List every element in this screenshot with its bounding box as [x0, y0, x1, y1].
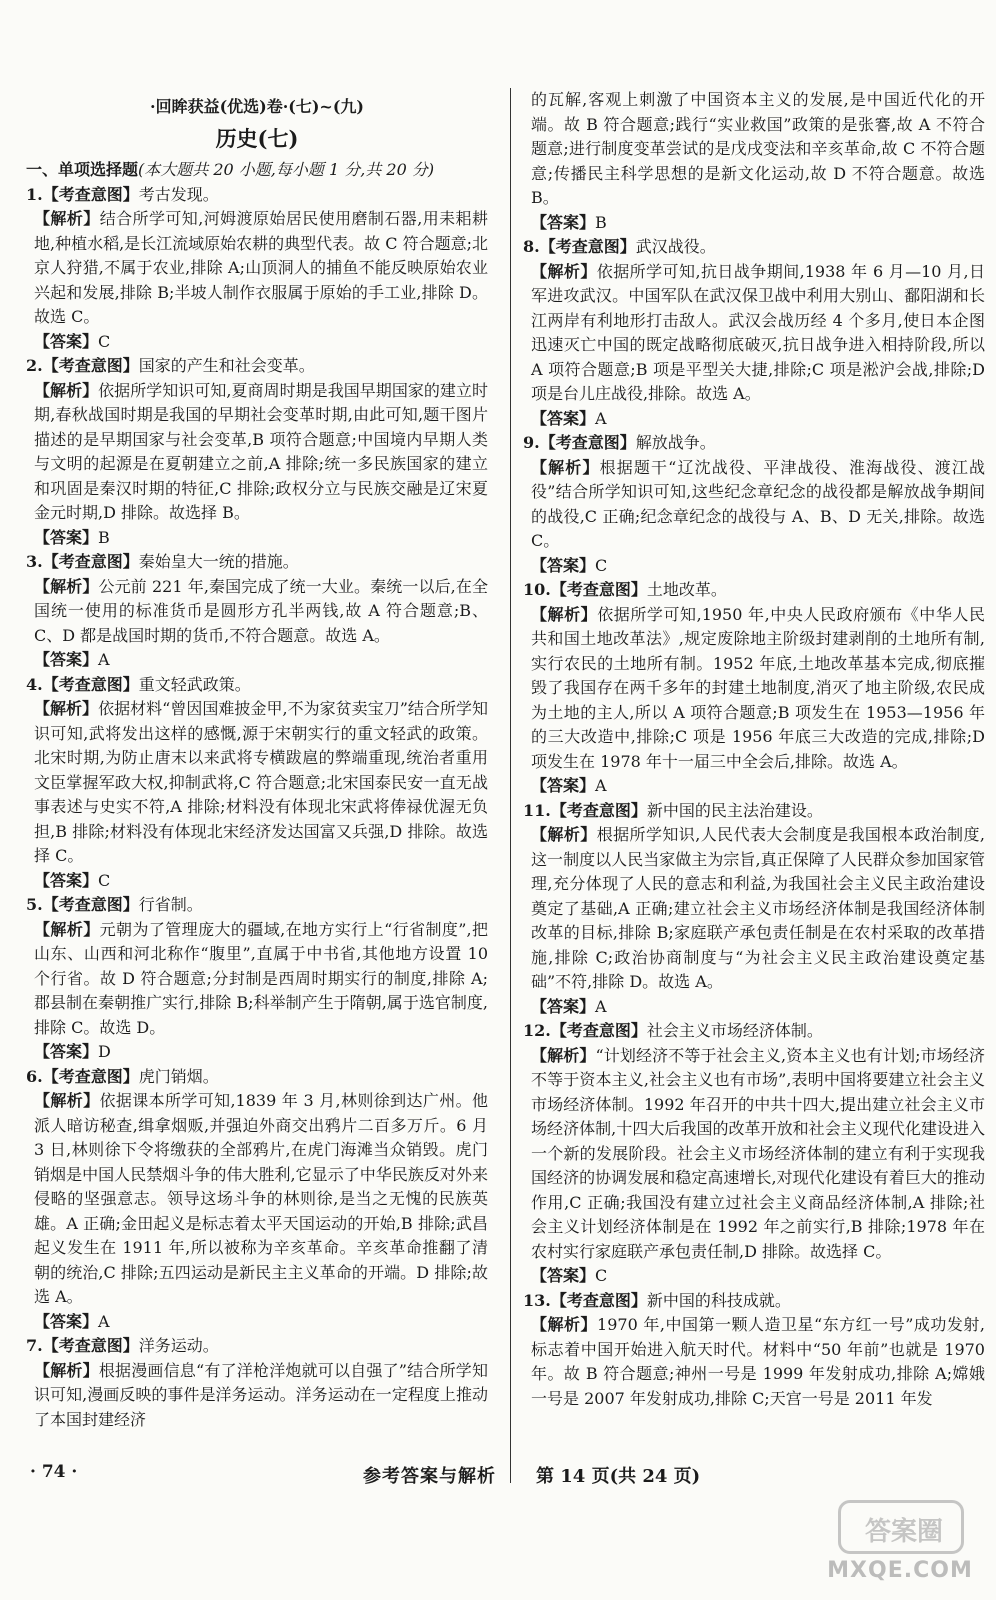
- answer-tag: 【答案】: [531, 1266, 596, 1285]
- analysis-text: 依据所学可知,抗日战争期间,1938 年 6 月—10 月,日军进攻武汉。中国军队在武汉保卫战中利用大别山、鄱阳湖和长江两岸有利地形打击敌人。武汉会战历经 4 个多月,使日本企图迅速灭亡中国的既定战略彻底破灭,抗日战争进入相持阶段,所以 A 项符合题意;B 项是平型关大捷,排除;C 项是淞沪会战,排除;D 项是台儿庄战役,排除。故选 A。: [531, 261, 985, 403]
- analysis-text: 依据材料“曾因国难披金甲,不为家贫卖宝刀”结合所学知识可知,武将发出这样的感慨,源于宋朝实行的重文轻武的政策。北宋时期,为防止唐末以来武将专横跋扈的弊端重现,统治者重用文臣掌握军政大权,抑制武将,C 符合题意;北宋国泰民安一直无战事表述与史实不符,A 排除;材料没有体现北宋武将俸禄优渥无负担,B 排除;材料没有体现北宋经济发达国富又兵强,D 排除。故选择 C。: [34, 699, 488, 865]
- analysis-text: 根据所学知识,人民代表大会制度是我国根本政治制度,这一制度以人民当家做主为宗旨,真正保障了人民群众参加国家管理,充分体现了人民的意志和利益,为我国社会主义民主政治建设奠定了基础,A 正确;建立社会主义市场经济体制是我国经济体制改革的目标,排除 B;家庭联产承包责任制是在农村采取的改革措施,排除 C;政治协商制度与“为社会主义民主政治建设奠定基础”不符,排除 D。故选 A。: [531, 825, 985, 991]
- intent-tag: 【考查意图】: [550, 1021, 647, 1040]
- intent-text: 国家的产生和社会变革。: [138, 356, 315, 375]
- question-answer: [523, 407, 985, 432]
- section-note: (本大题共 20 小题,每小题 1 分,共 20 分): [138, 160, 435, 179]
- question-number: 11.: [523, 800, 551, 820]
- question-analysis: [523, 260, 985, 407]
- analysis-text: 元朝为了管理庞大的疆域,在地方实行上“行省制度”,把山东、山西和河北称作“腹里”,直属于中书省,其他地方设置 10 个行省。故 D 符合题意;分封制是西周时期实行的制度,排除 A;郡县制在秦朝推广实行,排除 B;科举制产生于隋朝,属于选官制度,排除 C。故选 D。: [34, 919, 488, 1037]
- question-analysis: [523, 456, 985, 554]
- intent-tag: 【考查意图】: [539, 237, 636, 256]
- question-intent: [523, 235, 985, 260]
- question-analysis: [26, 1089, 488, 1310]
- answer-tag: 【答案】: [531, 776, 596, 795]
- analysis-text: 根据题干“辽沈战役、平津战役、淮海战役、渡江战役”结合所学知识可知,这些纪念章纪念的战役都是解放战争期间的战役,C 正确;纪念章纪念的战役与 A、B、D 无关,排除。故选 C。: [531, 457, 985, 550]
- answer-value: C: [98, 870, 111, 890]
- intent-tag: 【考查意图】: [550, 580, 647, 599]
- answer-tag: 【答案】: [34, 1042, 99, 1061]
- question-intent: [523, 431, 985, 456]
- question-answer: [523, 1264, 985, 1289]
- answer-page: [26, 88, 985, 1483]
- intent-text: 洋务运动。: [138, 1336, 219, 1355]
- analysis-tag: 【解析】: [34, 380, 99, 400]
- question-answer: [26, 330, 488, 355]
- question-intent: [26, 550, 488, 575]
- question-number: 12.: [523, 1021, 551, 1040]
- q7-answer-line: [523, 211, 985, 236]
- question-answer: [523, 995, 985, 1020]
- intent-tag: 【考查意图】: [550, 800, 647, 820]
- intent-text: 新中国的科技成就。: [646, 1290, 791, 1310]
- intent-tag: 【考查意图】: [42, 356, 139, 375]
- intent-tag: 【考查意图】: [42, 552, 139, 571]
- analysis-text: 公元前 221 年,秦国完成了统一大业。秦统一以后,在全国统一使用的标准货币是圆形方孔半两钱,故 A 符合题意;B、C、D 都是战国时期的货币,不符合题意。故选 A。: [34, 576, 488, 645]
- answer-value: A: [595, 996, 607, 1016]
- answer-value: A: [595, 776, 607, 795]
- question-analysis: [523, 823, 985, 995]
- question-answer: [523, 554, 985, 579]
- analysis-tag: 【解析】: [531, 261, 597, 281]
- section-heading: [26, 158, 488, 183]
- question-number: 8.: [523, 237, 540, 256]
- analysis-tag: 【解析】: [531, 457, 600, 477]
- right-column: [523, 88, 985, 1411]
- page-number: · 74 ·: [30, 1462, 78, 1482]
- answer-value: A: [595, 408, 607, 428]
- question-intent: [26, 1334, 488, 1359]
- intent-tag: 【考查意图】: [42, 895, 139, 914]
- analysis-tag: 【解析】: [34, 576, 99, 596]
- analysis-text: 1970 年,中国第一颗人造卫星“东方红一号”成功发射,标志着中国开始进入航天时代。材料中“50 年前”也就是 1970 年。故 B 符合题意;神州一号是 1999 年发射成功,排除 A;嫦娥一号是 2007 年发射成功,排除 C;天宫一号是 2011 年发: [531, 1315, 985, 1408]
- question-answer: [523, 774, 985, 799]
- answer-tag: 【答案】: [34, 527, 99, 547]
- question-intent: [26, 893, 488, 918]
- analysis-tag: 【解析】: [531, 1045, 596, 1065]
- intent-text: 虎门销烟。: [138, 1066, 219, 1086]
- answer-tag: 【答案】: [34, 331, 99, 351]
- analysis-text: 依据课本所学可知,1839 年 3 月,林则徐到达广州。他派人暗访秘查,缉拿烟贩,并强迫外商交出鸦片二百多万斤。6 月 3 日,林则徐下令将缴获的全部鸦片,在虎门海滩当众销毁。虎门销烟是中国人民禁烟斗争的伟大胜利,它显示了中华民族反对外来侵略的坚强意志。领导这场斗争的林则徐,是当之无愧的民族英雄。A 正确;金田起义是标志着太平天国运动的开始,B 排除;武昌起义发生在 1911 年,所以被称为辛亥革命。辛亥革命推翻了清朝的统治,C 排除;五四运动是新民主主义革命的开端。D 排除;故选 A。: [34, 1091, 488, 1306]
- analysis-text: 依据所学可知,1950 年,中央人民政府颁布《中华人民共和国土地改革法》,规定废除地主阶级封建剥削的土地所有制,实行农民的土地所有制。1952 年底,土地改革基本完成,彻底摧毁了我国存在两千多年的封建土地制度,消灭了地主阶级,农民成为土地的主人,所以 A 项符合题意;B 项发生在 1953—1956 年的三大改造中,排除;C 项是 1956 年底三大改造的完成,排除;D 项发生在 1978 年十一届三中全会后,排除。故选 A。: [531, 604, 985, 771]
- analysis-text: “计划经济不等于社会主义,资本主义也有计划;市场经济不等于资本主义,社会主义也有市场”,表明中国将要建立社会主义市场经济体制。1992 年召开的中共十四大,提出建立社会主义市场经济体制,十四大后我国的改革开放和社会主义现代化建设进入一个新的发展阶段。社会主义市场经济体制的建立有利于实现我国经济的协调发展和稳定高速增长,对现代化建设有着巨大的推动作用,C 正确;我国没有建立过社会主义商品经济体制,A 排除;社会主义计划经济体制是在 1992 年之前实行,B 排除;1978 年在农村实行家庭联产承包责任制,D 排除。故选择 C。: [531, 1045, 985, 1261]
- question-number: 2.: [26, 356, 43, 375]
- intent-tag: 【考查意图】: [550, 1290, 647, 1310]
- question-analysis: [26, 575, 488, 649]
- answer-tag: 【答案】: [531, 408, 596, 428]
- watermark-logo-text: 答案圈: [864, 1517, 943, 1547]
- watermark: [820, 1500, 980, 1590]
- intent-text: 新中国的民主法治建设。: [646, 800, 823, 820]
- intent-text: 武汉战役。: [635, 237, 716, 256]
- answer-tag: 【答案】: [531, 996, 596, 1016]
- answer-value: D: [98, 1042, 111, 1061]
- question-number: 5.: [26, 895, 43, 914]
- question-intent: [523, 799, 985, 824]
- question-number: 7.: [26, 1336, 43, 1355]
- question-intent: [26, 673, 488, 698]
- answer-tag: 【答案】: [34, 870, 99, 890]
- intent-text: 秦始皇大一统的措施。: [138, 552, 299, 571]
- question-answer: [26, 526, 488, 551]
- volume-banner: ·回眸获益(优选)卷·(七)~(九): [150, 97, 364, 116]
- question-analysis: [523, 603, 985, 775]
- question-answer: [26, 1310, 488, 1335]
- question-answer: [26, 648, 488, 673]
- subject-title: 历史(七): [215, 126, 299, 151]
- intent-text: 解放战争。: [635, 433, 716, 452]
- question-intent: [26, 354, 488, 379]
- intent-text: 考古发现。: [138, 184, 219, 204]
- analysis-tag: 【解析】: [34, 209, 100, 228]
- answer-value: C: [595, 1266, 608, 1285]
- intent-tag: 【考查意图】: [42, 674, 139, 694]
- analysis-text: 根据漫画信息“有了洋枪洋炮就可以自强了”结合所学知识可知,漫画反映的事件是洋务运动。洋务运动在一定程度上推动了本国封建经济: [34, 1360, 488, 1429]
- question-analysis: [26, 918, 488, 1041]
- question-analysis: [26, 379, 488, 526]
- answer-value: C: [98, 331, 111, 351]
- answer-value: B: [98, 527, 110, 547]
- answer-value: C: [595, 555, 608, 575]
- intent-tag: 【考查意图】: [42, 1066, 139, 1086]
- question-analysis: [26, 207, 488, 330]
- question-number: 3.: [26, 552, 43, 571]
- question-intent: [26, 183, 488, 208]
- answer-tag: 【答案】: [34, 650, 99, 669]
- analysis-text: 依据所学知识可知,夏商周时期是我国早期国家的建立时期,春秋战国时期是我国的早期社会变革时期,由此可知,题干图片描述的是早期国家与社会变革,B 项符合题意;中国境内早期人类与文明的起源是在夏朝建立之前,A 排除;统一多民族国家的建立和巩固是秦汉时期的特征,C 排除;政权分立与民族交融是辽宋夏金元时期,D 排除。故选择 B。: [34, 380, 488, 522]
- intent-text: 行省制。: [138, 895, 203, 914]
- analysis-tag: 【解析】: [34, 699, 99, 718]
- question-number: 1.: [26, 184, 43, 204]
- answer-tag: 【答案】: [34, 1311, 99, 1331]
- answer-value: A: [98, 1311, 110, 1331]
- q7-answer: B: [595, 212, 607, 232]
- answer-tag: 【答案】: [531, 212, 596, 232]
- right-question-list: [523, 235, 985, 1411]
- footer-page-info: 第 14 页(共 24 页): [536, 1466, 701, 1487]
- intent-tag: 【考查意图】: [539, 433, 636, 452]
- question-number: 6.: [26, 1066, 43, 1086]
- question-analysis: [523, 1313, 985, 1411]
- analysis-tag: 【解析】: [34, 1360, 99, 1380]
- intent-text: 社会主义市场经济体制。: [646, 1021, 823, 1040]
- analysis-tag: 【解析】: [531, 1315, 598, 1334]
- question-analysis: [523, 1044, 985, 1265]
- watermark-domain: MXQE.COM: [827, 1558, 973, 1583]
- intent-text: 重文轻武政策。: [138, 674, 251, 694]
- footer-title: 参考答案与解析: [363, 1466, 496, 1487]
- q7-analysis-continued: 的瓦解,客观上刺激了中国资本主义的发展,是中国近代化的开端。故 B 符合题意;践行“实业救国”政策的是张謇,故 A 不符合题意;进行制度变革尝试的是戊戌变法和辛亥革命,故 C 不符合题意;传播民主科学思想的是新文化运动,故 D 不符合题意。故选 B。: [531, 90, 985, 207]
- column-divider: [510, 88, 511, 1483]
- answer-tag: 【答案】: [531, 555, 596, 575]
- intent-text: 土地改革。: [646, 580, 727, 599]
- question-analysis: [26, 1359, 488, 1433]
- left-column: [26, 94, 488, 1432]
- question-intent: [523, 578, 985, 603]
- question-number: 13.: [523, 1290, 551, 1310]
- analysis-text: 结合所学可知,河姆渡原始居民使用磨制石器,用耒耜耕地,种植水稻,是长江流域原始农耕的典型代表。故 C 符合题意;北京人狩猎,不属于农业,排除 A;山顶洞人的捕鱼不能反映原始农业兴起和发展,排除 B;半坡人制作衣服属于原始的手工业,排除 D。故选 C。: [34, 209, 488, 326]
- left-question-list: [26, 183, 488, 1433]
- analysis-tag: 【解析】: [531, 825, 597, 844]
- intent-tag: 【考查意图】: [42, 1336, 139, 1355]
- watermark-logo: [838, 1500, 964, 1554]
- answer-value: A: [98, 650, 110, 669]
- analysis-tag: 【解析】: [34, 919, 100, 939]
- question-answer: [26, 1040, 488, 1065]
- question-answer: [26, 869, 488, 894]
- page-footer: [26, 1462, 976, 1492]
- question-number: 4.: [26, 674, 43, 694]
- question-number: 10.: [523, 580, 551, 599]
- question-intent: [523, 1289, 985, 1314]
- question-intent: [26, 1065, 488, 1090]
- question-analysis: [26, 697, 488, 869]
- question-number: 9.: [523, 433, 540, 452]
- analysis-tag: 【解析】: [34, 1091, 100, 1110]
- section-title: 一、单项选择题: [26, 160, 139, 179]
- analysis-tag: 【解析】: [531, 604, 598, 624]
- intent-tag: 【考查意图】: [42, 184, 139, 204]
- question-intent: [523, 1019, 985, 1044]
